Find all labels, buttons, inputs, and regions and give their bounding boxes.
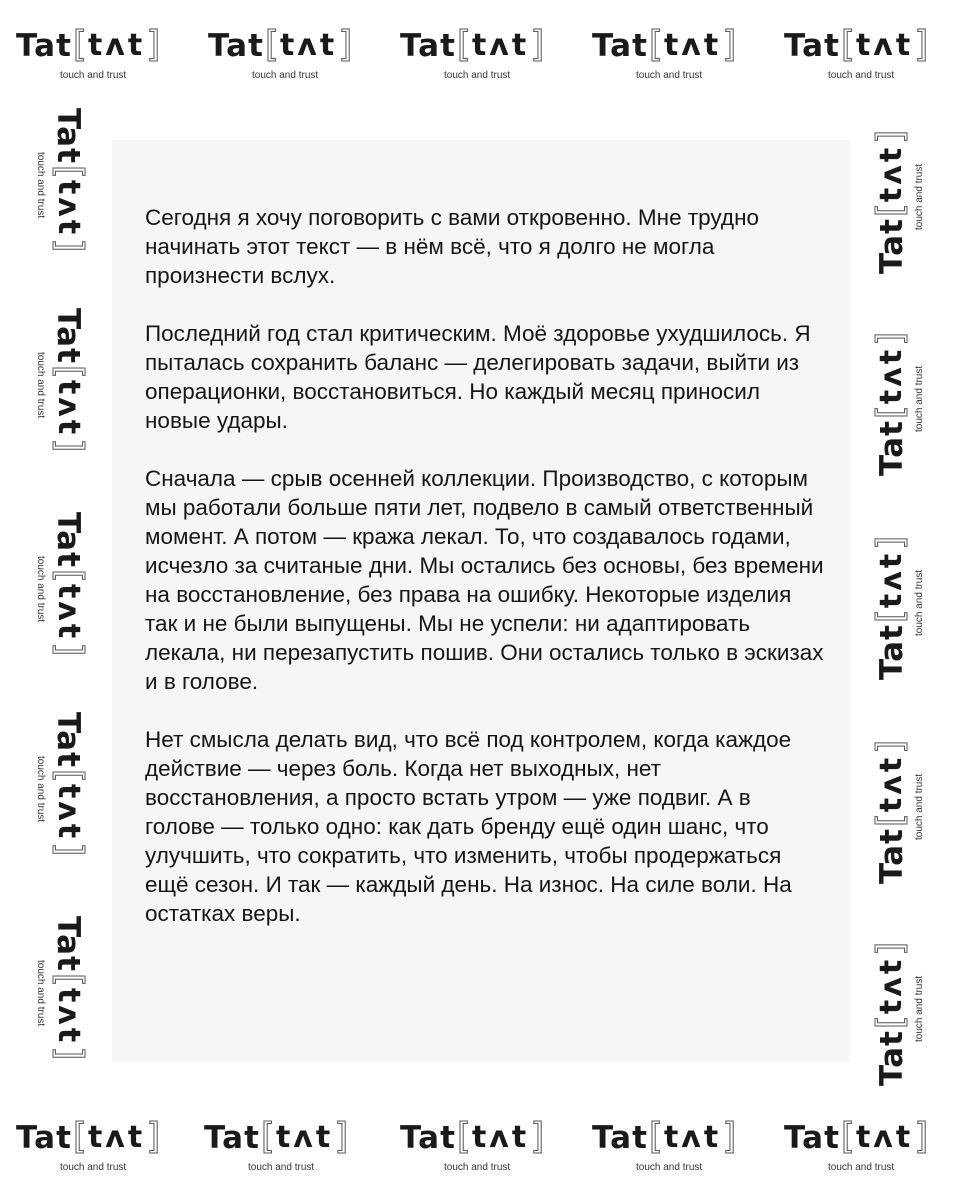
- logo-word: Tat: [204, 1120, 260, 1156]
- logo-bracket-open: [: [456, 24, 471, 65]
- logo-bracket-open: [: [72, 1116, 87, 1157]
- brand-logo: [28, 916, 88, 1086]
- logo-bracket-open: [: [49, 768, 90, 783]
- paragraph: Сегодня я хочу поговорить с вами откровенно. Мне трудно начинать этот текст — в нём всё, что я долго не могла произнести вслух.: [145, 205, 760, 288]
- logo-bracket-open: [: [49, 364, 90, 379]
- brand-logo: [28, 512, 88, 682]
- paragraph: Последний год стал критическим. Моё здоровье ухудшилось. Я пыталась сохранить баланс — делегировать задачи, выйти из операционки, восстановиться. Но каждый месяц приносил новые удары.: [145, 321, 811, 433]
- logo-bracket-close: ]: [914, 1116, 929, 1157]
- logo-bracket-close: ]: [49, 642, 90, 657]
- logo-word: Tat: [784, 28, 840, 64]
- brand-logo: [592, 1118, 762, 1174]
- logo-bracket-close: ]: [870, 535, 911, 550]
- logo-bracket-open: [: [840, 24, 855, 65]
- brand-logo: [16, 1118, 186, 1174]
- article-body: [145, 203, 825, 957]
- logo-tagline: touch and trust: [914, 163, 925, 230]
- logo-tagline: touch and trust: [35, 756, 46, 823]
- brand-logo: [400, 1118, 570, 1174]
- logo-tagline: touch and trust: [60, 70, 127, 81]
- logo-word: Tat: [874, 1030, 910, 1086]
- logo-word: Tat: [16, 1120, 72, 1156]
- logo-mark: tʌt: [855, 1120, 914, 1155]
- brand-logo: [28, 108, 88, 278]
- logo-mark: tʌt: [874, 550, 909, 609]
- logo-word: Tat: [208, 28, 264, 64]
- logo-bracket-open: [: [870, 405, 911, 420]
- logo-word: Tat: [874, 828, 910, 884]
- logo-word: Tat: [592, 1120, 648, 1156]
- logo-bracket-close: ]: [722, 1116, 737, 1157]
- logo-bracket-open: [: [870, 813, 911, 828]
- logo-mark: tʌt: [87, 1120, 146, 1155]
- logo-bracket-open: [: [456, 1116, 471, 1157]
- logo-word: Tat: [874, 624, 910, 680]
- logo-tagline: touch and trust: [248, 1162, 315, 1173]
- logo-tagline: touch and trust: [914, 773, 925, 840]
- brand-logo: [784, 26, 954, 82]
- logo-bracket-close: ]: [530, 24, 545, 65]
- brand-logo: [208, 26, 378, 82]
- logo-word: Tat: [400, 1120, 456, 1156]
- brand-logo: [872, 104, 932, 274]
- logo-tagline: touch and trust: [60, 1162, 127, 1173]
- brand-logo: [872, 714, 932, 884]
- logo-word: Tat: [16, 28, 72, 64]
- brand-logo: [204, 1118, 374, 1174]
- logo-mark: tʌt: [663, 28, 722, 63]
- logo-tagline: touch and trust: [914, 569, 925, 636]
- brand-logo: [784, 1118, 954, 1174]
- logo-word: Tat: [592, 28, 648, 64]
- logo-bracket-open: [: [264, 24, 279, 65]
- logo-mark: tʌt: [874, 956, 909, 1015]
- brand-logo: [28, 308, 88, 478]
- logo-bracket-close: ]: [49, 842, 90, 857]
- logo-bracket-close: ]: [530, 1116, 545, 1157]
- logo-mark: tʌt: [471, 28, 530, 63]
- logo-mark: tʌt: [471, 1120, 530, 1155]
- logo-bracket-open: [: [870, 609, 911, 624]
- logo-word: Tat: [50, 512, 86, 568]
- logo-word: Tat: [784, 1120, 840, 1156]
- logo-bracket-close: ]: [914, 24, 929, 65]
- logo-tagline: touch and trust: [914, 365, 925, 432]
- logo-bracket-close: ]: [146, 1116, 161, 1157]
- brand-logo: [872, 916, 932, 1086]
- logo-mark: tʌt: [874, 144, 909, 203]
- logo-bracket-close: ]: [334, 1116, 349, 1157]
- logo-tagline: touch and trust: [35, 960, 46, 1027]
- logo-word: Tat: [50, 712, 86, 768]
- logo-word: Tat: [874, 420, 910, 476]
- logo-mark: tʌt: [87, 28, 146, 63]
- logo-bracket-close: ]: [870, 739, 911, 754]
- brand-logo: [592, 26, 762, 82]
- brand-logo: [16, 26, 186, 82]
- logo-tagline: touch and trust: [444, 70, 511, 81]
- brand-logo: [872, 510, 932, 680]
- logo-mark: tʌt: [275, 1120, 334, 1155]
- logo-bracket-open: [: [648, 24, 663, 65]
- logo-bracket-open: [: [260, 1116, 275, 1157]
- logo-word: Tat: [874, 218, 910, 274]
- logo-mark: tʌt: [51, 379, 86, 438]
- logo-tagline: touch and trust: [914, 975, 925, 1042]
- logo-bracket-open: [: [49, 568, 90, 583]
- logo-bracket-close: ]: [722, 24, 737, 65]
- logo-bracket-open: [: [49, 972, 90, 987]
- logo-bracket-close: ]: [870, 129, 911, 144]
- logo-tagline: touch and trust: [35, 152, 46, 219]
- logo-word: Tat: [50, 916, 86, 972]
- logo-word: Tat: [50, 308, 86, 364]
- logo-bracket-close: ]: [49, 438, 90, 453]
- logo-mark: tʌt: [663, 1120, 722, 1155]
- logo-bracket-open: [: [870, 1015, 911, 1030]
- logo-tagline: touch and trust: [444, 1162, 511, 1173]
- logo-bracket-close: ]: [49, 238, 90, 253]
- logo-mark: tʌt: [51, 783, 86, 842]
- logo-tagline: touch and trust: [636, 70, 703, 81]
- logo-mark: tʌt: [855, 28, 914, 63]
- logo-tagline: touch and trust: [828, 70, 895, 81]
- logo-bracket-open: [: [648, 1116, 663, 1157]
- logo-bracket-close: ]: [49, 1046, 90, 1061]
- brand-logo: [872, 306, 932, 476]
- logo-word: Tat: [50, 108, 86, 164]
- logo-bracket-close: ]: [146, 24, 161, 65]
- logo-word: Tat: [400, 28, 456, 64]
- logo-mark: tʌt: [51, 583, 86, 642]
- logo-bracket-open: [: [870, 203, 911, 218]
- logo-tagline: touch and trust: [35, 556, 46, 623]
- logo-tagline: touch and trust: [35, 352, 46, 419]
- logo-tagline: touch and trust: [252, 70, 319, 81]
- brand-logo: [28, 712, 88, 882]
- logo-mark: tʌt: [51, 179, 86, 238]
- logo-bracket-close: ]: [338, 24, 353, 65]
- logo-mark: tʌt: [874, 346, 909, 405]
- logo-mark: tʌt: [279, 28, 338, 63]
- paragraph: Сначала — срыв осенней коллекции. Производство, с которым мы работали больше пяти лет, подвело в самый ответственный момент. А потом — кража лекал. То, что создавалось годами, исчезло за считаные дни. Мы остались без основы, без времени на восстановление, без права на ошибку. Некоторые изделия так и не были выпущены. Мы не успели: ни адаптировать лекала, ни перезапустить пошив. Они остались только в эскизах и в голове.: [145, 466, 824, 694]
- logo-mark: tʌt: [51, 987, 86, 1046]
- brand-logo: [400, 26, 570, 82]
- paragraph: Нет смысла делать вид, что всё под контролем, когда каждое действие — через боль. Когда нет выходных, нет восстановления, а просто встать утром — уже подвиг. А в голове — только одно: как дать бренду ещё один шанс, что улучшить, что сократить, что изменить, чтобы продержаться ещё сезон. И так — каждый день. На износ. На силе воли. На остатках веры.: [145, 727, 792, 926]
- logo-tagline: touch and trust: [828, 1162, 895, 1173]
- logo-bracket-open: [: [72, 24, 87, 65]
- logo-bracket-close: ]: [870, 941, 911, 956]
- logo-bracket-close: ]: [870, 331, 911, 346]
- logo-tagline: touch and trust: [636, 1162, 703, 1173]
- logo-mark: tʌt: [874, 754, 909, 813]
- logo-bracket-open: [: [49, 164, 90, 179]
- logo-bracket-open: [: [840, 1116, 855, 1157]
